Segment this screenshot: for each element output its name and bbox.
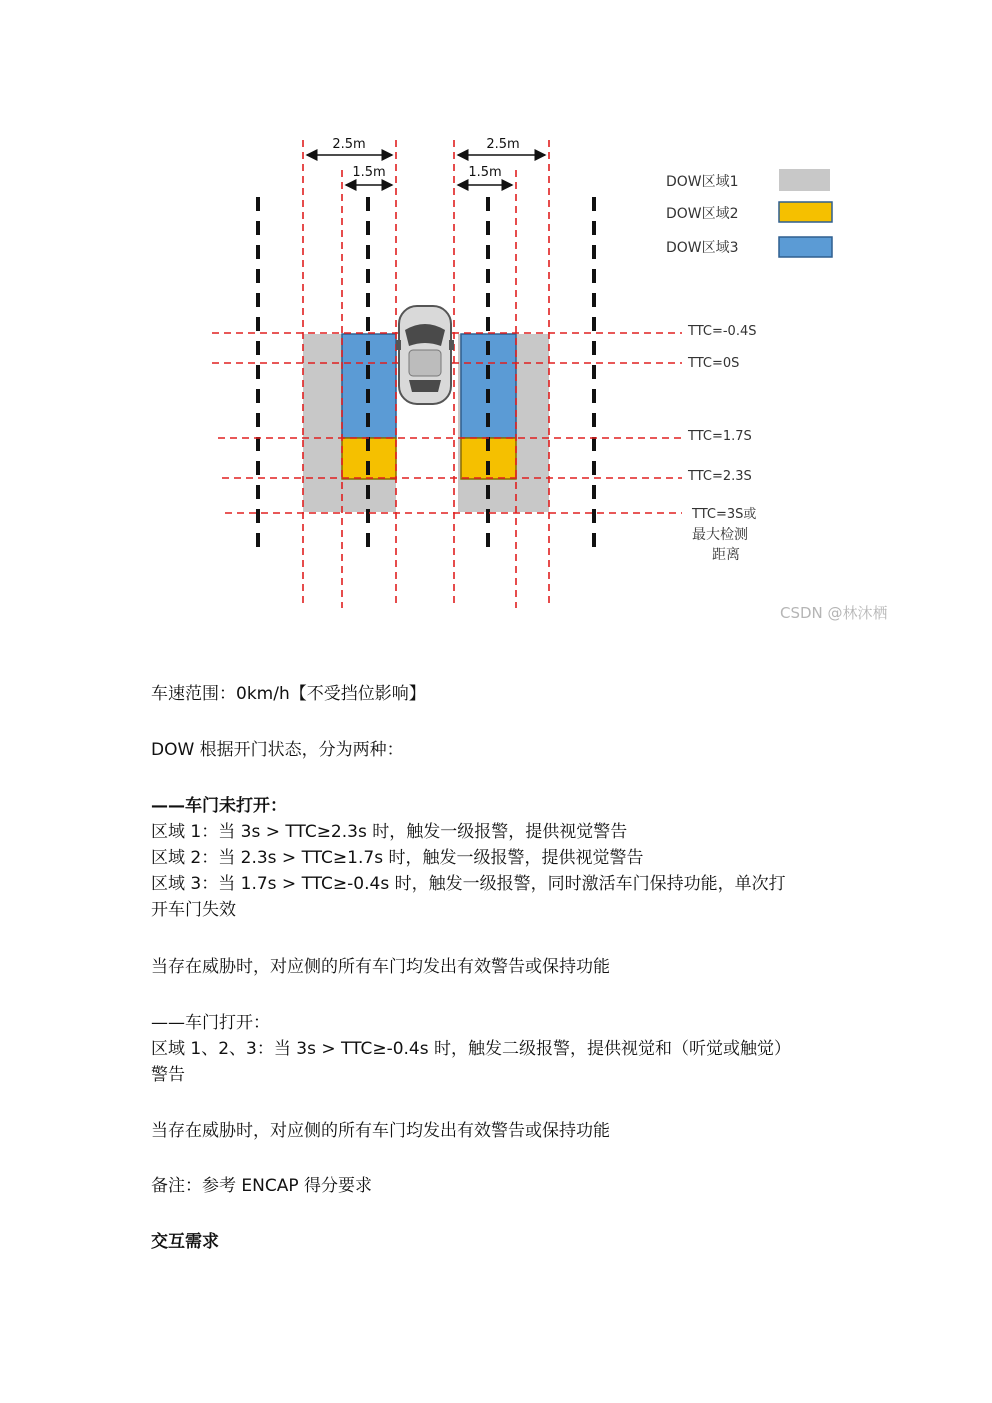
remark-text: 备注：参考 ENCAP 得分要求 [151, 1176, 373, 1196]
threat-note-1: 当存在威胁时，对应侧的所有车门均发出有效警告或保持功能 [151, 957, 610, 977]
legend [666, 169, 832, 257]
legend-zone2-swatch [779, 202, 832, 222]
legend-zone1-swatch [779, 169, 830, 191]
ttc-neg04-label: TTC=-0.4S [688, 324, 757, 339]
dim-right-outer: 2.5m [486, 137, 520, 152]
ttc-3-label-line1: TTC=3S或 [692, 507, 757, 522]
dim-right-inner: 1.5m [468, 165, 502, 180]
ttc-17-label: TTC=1.7S [688, 429, 752, 444]
threat-note-2: 当存在威胁时，对应侧的所有车门均发出有效警告或保持功能 [151, 1121, 610, 1141]
interaction-heading: 交互需求 [151, 1232, 219, 1252]
ttc-3-label-line3: 距离 [712, 547, 740, 563]
door-open-zones-line1: 区域 1、2、3：当 3s > TTC≥-0.4s 时，触发二级报警，提供视觉和（听觉或触觉） [151, 1039, 791, 1059]
legend-zone3-label: DOW区域3 [666, 240, 739, 256]
car-icon [396, 306, 454, 404]
door-closed-zone2: 区域 2：当 2.3s > TTC≥1.7s 时，触发一级报警，提供视觉警告 [151, 848, 644, 868]
door-closed-zone3-line2: 开车门失效 [151, 900, 236, 920]
door-closed-section [151, 793, 851, 923]
door-closed-heading: ——车门未打开： [151, 796, 287, 816]
ttc-labels [687, 324, 756, 563]
dow-intro-text: DOW 根据开门状态，分为两种： [151, 740, 404, 760]
dim-left-outer: 2.5m [332, 137, 366, 152]
legend-zone1-label: DOW区域1 [666, 174, 739, 190]
legend-zone3-swatch [779, 237, 832, 257]
door-open-section [151, 1010, 851, 1088]
speed-range-text: 车速范围：0km/h【不受挡位影响】 [151, 684, 426, 704]
csdn-watermark: CSDN @林沐栖 [780, 604, 888, 622]
ttc-23-label: TTC=2.3S [688, 469, 752, 484]
door-closed-zone1: 区域 1：当 3s > TTC≥2.3s 时，触发一级报警，提供视觉警告 [151, 822, 628, 842]
door-open-zones-line2: 警告 [151, 1065, 185, 1085]
door-open-heading: ——车门打开： [151, 1013, 270, 1033]
dim-left-inner: 1.5m [352, 165, 386, 180]
legend-zone2-label: DOW区域2 [666, 206, 739, 222]
dow-zone-diagram [0, 0, 992, 650]
ttc-3-label-line2: 最大检测 [692, 527, 748, 543]
ttc-zero-label: TTC=0S [688, 356, 740, 371]
door-closed-zone3-line1: 区域 3：当 1.7s > TTC≥-0.4s 时，触发一级报警，同时激活车门保持功能，单次打 [151, 874, 786, 894]
